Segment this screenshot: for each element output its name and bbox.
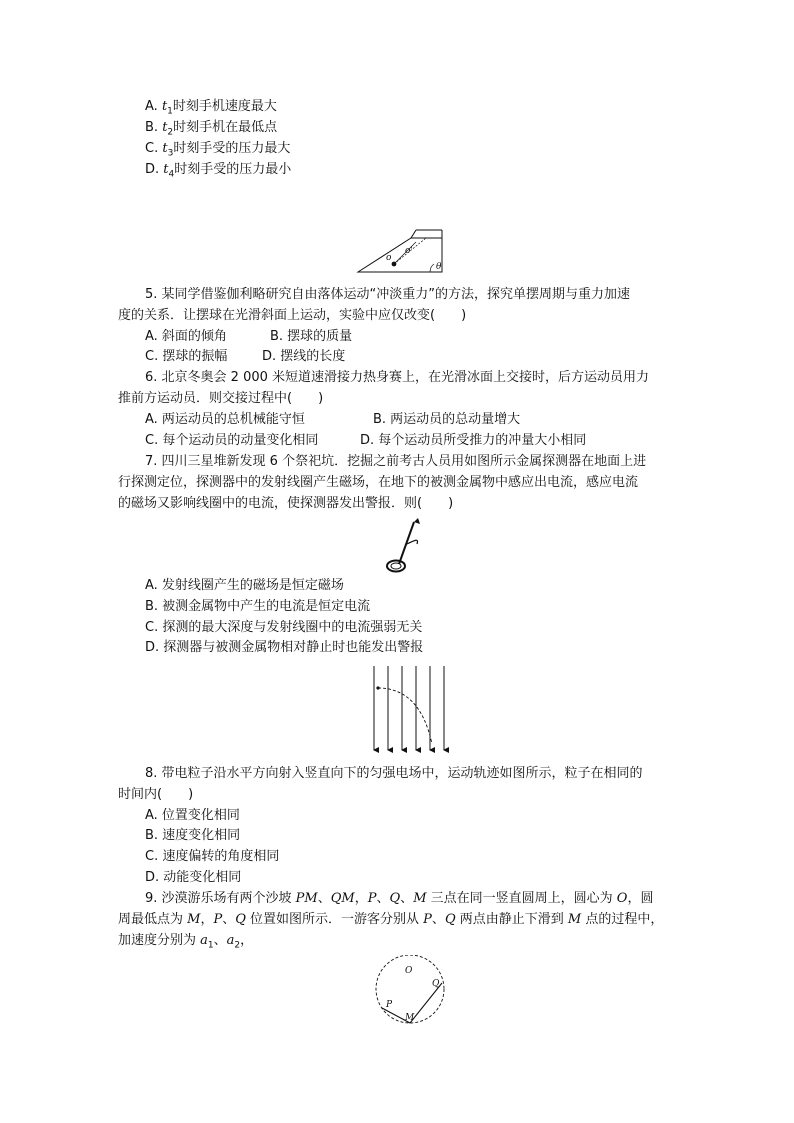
q4-option-b: B. $t_2$时刻手机在最低点: [145, 120, 278, 138]
q5-option-c: C. 摆球的振幅: [145, 349, 228, 364]
q8-option-b: B. 速度变化相同: [145, 828, 241, 843]
q8-option-a: A. 位置变化相同: [145, 808, 240, 823]
q6-stem-line-2: 推前方运动员．则交接过程中( ): [118, 391, 324, 406]
q8-stem-line-1: 8. 带电粒子沿水平方向射入竖直向下的匀强电场中，运动轨迹如图所示，粒子在相同的: [145, 766, 643, 781]
fig-label-Q: Q: [432, 979, 440, 989]
metal-detector-figure: [383, 514, 423, 574]
q6-stem-line-1: 6. 北京冬奥会 2 000 米短道速滑接力热身赛上，在光滑冰面上交接时，后方运动员用力: [145, 370, 650, 385]
q6-option-d: D. 每个运动员所受推力的冲量大小相同: [360, 433, 587, 448]
q9-stem-line-3: 加速度分别为 $a_1$、$a_2$，: [118, 933, 254, 951]
inclined-plane-figure: [356, 226, 446, 276]
q4-option-c: C. $t_3$时刻手受的压力最大: [145, 141, 291, 159]
q7-stem-line-2: 行探测定位，探测器中的发射线圈产生磁场，在地下的被测金属物中感应出电流，感应电流: [118, 475, 639, 490]
q4-option-d: D. $t_4$时刻手受的压力最小: [145, 162, 292, 180]
fig-label-o: o: [386, 253, 392, 263]
q5-stem-line-1: 5. 某同学借鉴伽利略研究自由落体运动“冲淡重力”的方法，探究单摆周期与重力加速: [145, 287, 631, 302]
q9-stem-line-1: 9. 沙漠游乐场有两个沙坡 PM、QM，P、Q、M 三点在同一竖直圆周上，圆心为 O，圆: [145, 891, 654, 906]
q5-option-d: D. 摆线的长度: [262, 349, 346, 364]
q5-option-b: B. 摆球的质量: [270, 329, 353, 344]
q7-stem-line-3: 的磁场又影响线圈中的电流，使探测器发出警报．则( ): [118, 496, 454, 511]
fig-label-o-prime: o': [405, 246, 413, 256]
q9-stem-line-2: 周最低点为 M，P、Q 位置如图所示．一游客分别从 P、Q 两点由静止下滑到 M 点的过程中，: [118, 912, 664, 927]
q6-option-c: C. 每个运动员的动量变化相同: [145, 433, 319, 448]
q7-option-a: A. 发射线圈产生的磁场是恒定磁场: [145, 578, 344, 593]
circle-slopes-figure: [372, 955, 452, 1027]
q7-stem-line-1: 7. 四川三星堆新发现 6 个祭祀坑．挖掘之前考古人员用如图所示金属探测器在地面上进: [145, 454, 647, 469]
q5-stem-line-2: 度的关系．让摆球在光滑斜面上运动，实验中应仅改变( ): [118, 308, 467, 323]
q7-option-d: D. 探测器与被测金属物相对静止时也能发出警报: [145, 640, 424, 655]
q8-stem-line-2: 时间内( ): [118, 787, 194, 802]
electric-field-figure: [366, 664, 454, 756]
q4-option-a: A. $t_1$时刻手机速度最大: [145, 99, 277, 117]
q6-option-b: B. 两运动员的总动量增大: [373, 412, 521, 427]
fig-label-P: P: [386, 1000, 393, 1010]
q8-option-c: C. 速度偏转的角度相同: [145, 849, 280, 864]
q8-option-d: D. 动能变化相同: [145, 870, 242, 885]
q6-option-a: A. 两运动员的总机械能守恒: [145, 412, 305, 427]
fig-label-M: M: [405, 1013, 415, 1023]
q5-option-a: A. 斜面的倾角: [145, 329, 227, 344]
q7-option-b: B. 被测金属物中产生的电流是恒定电流: [145, 599, 371, 614]
fig-label-O: O: [405, 966, 413, 976]
q7-option-c: C. 探测的最大深度与发射线圈中的电流强弱无关: [145, 620, 423, 635]
fig-label-theta: θ: [436, 262, 442, 272]
